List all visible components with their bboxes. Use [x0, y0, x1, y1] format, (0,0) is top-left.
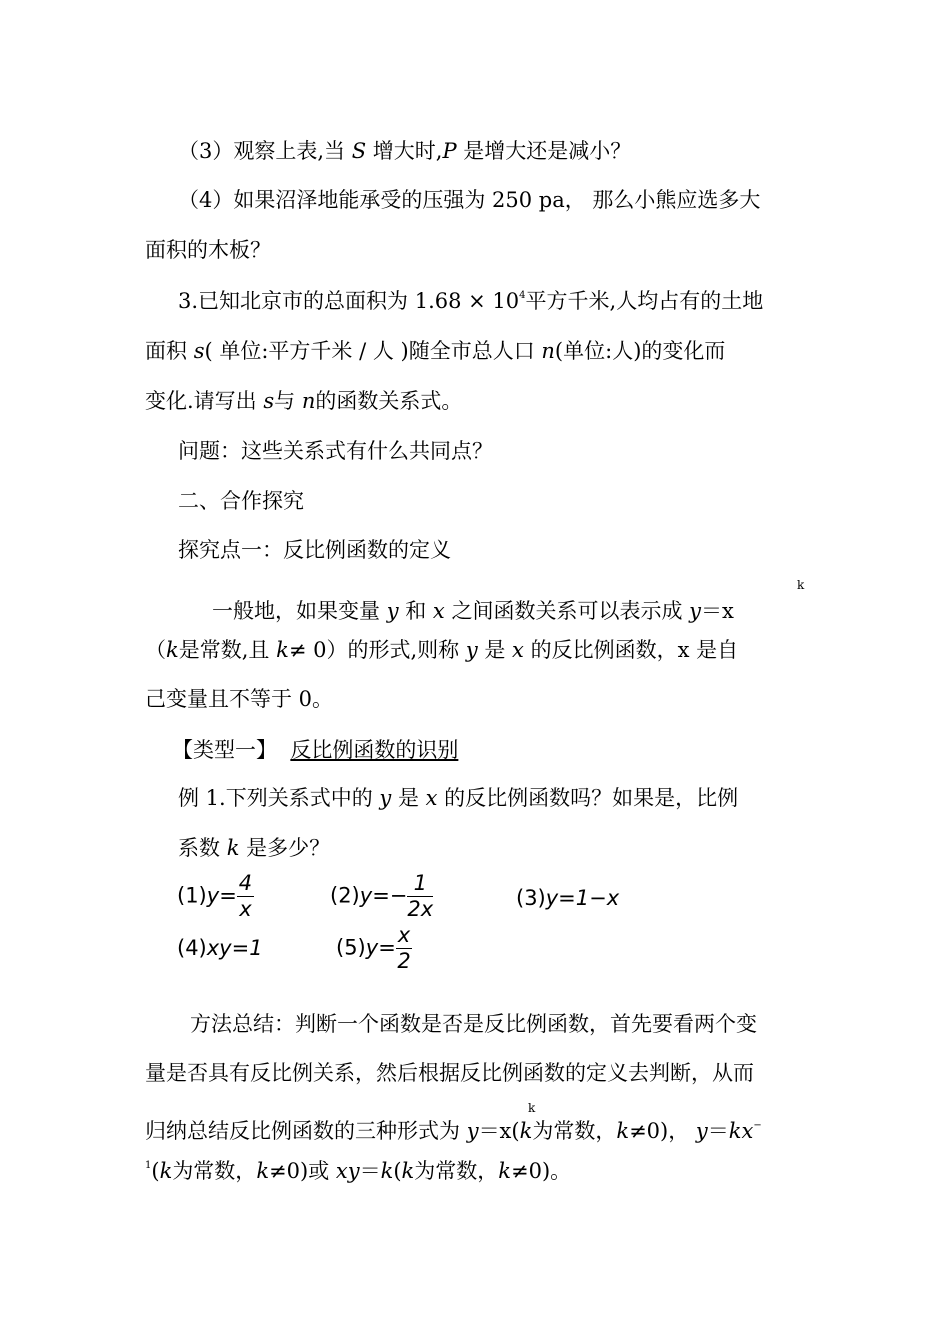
common-point-question: 问题：这些关系式有什么共同点？ [178, 439, 493, 463]
example-line1: 例 1.下列关系式中的 y 是 x 的反比例函数吗？如果是，比例 [178, 786, 739, 810]
type-label: 【类型一】 [172, 738, 277, 762]
definition-line1: 一般地，如果变量 y 和 x 之间函数关系可以表示成 y＝x [212, 599, 734, 623]
example-item-5: (5)y= $\frac{x}{2}$ [336, 923, 411, 974]
example-item-2: (2)y=− $\frac{1}{2x}$ [330, 871, 434, 922]
definition-k-numerator: k [797, 578, 805, 592]
summary-line3: 归纳总结反比例函数的三种形式为 y＝x(k为常数，k≠0)， y＝kx− [145, 1119, 762, 1143]
definition-line2: （k是常数,且 k≠ 0）的形式,则称 y 是 x 的反比例函数，x 是自 [145, 638, 739, 662]
summary-line1: 方法总结：判断一个函数是否是反比例函数，首先要看两个变 [190, 1012, 757, 1036]
example-line2: 系数 k 是多少？ [178, 836, 331, 860]
summary-k-numerator: k [528, 1101, 536, 1115]
question-4-line2: 面积的木板？ [145, 238, 271, 262]
fraction: $\frac{1}{2x}$ [407, 871, 434, 922]
explore-point-heading: 探究点一：反比例函数的定义 [178, 538, 451, 562]
fraction: $\frac{4}{x}$ [238, 871, 253, 922]
summary-line2: 量是否具有反比例关系，然后根据反比例函数的定义去判断，从而 [145, 1061, 754, 1085]
section-heading: 二、合作探究 [178, 489, 304, 513]
example-item-1: (1)y= $\frac{4}{x}$ [177, 871, 253, 922]
problem-3-line2: 面积 s( 单位:平方千米 / 人 )随全市总人口 n(单位:人)的变化而 [145, 339, 726, 363]
fraction: $\frac{x}{2}$ [397, 923, 411, 974]
problem-3-line1: 3.已知北京市的总面积为 $1.68 \times 10^4$平方千米,人均占有的土地 [178, 289, 764, 313]
example-item-4: (4)xy=1 [177, 936, 263, 960]
question-4-line1: （4）如果沼泽地能承受的压强为 250 pa， 那么小熊应选多大 [178, 188, 761, 212]
summary-line4: $^1$(k为常数，k≠0)或 xy＝k(k为常数，k≠0)。 [145, 1159, 572, 1183]
type-title: 反比例函数的识别 [290, 738, 459, 762]
type-heading [172, 740, 458, 761]
problem-3-line3: 变化.请写出 s与 n的函数关系式。 [145, 389, 463, 413]
definition-line3: 己变量且不等于 0。 [145, 687, 334, 711]
question-3: （3）观察上表,当 S 增大时,P 是增大还是减小？ [178, 139, 632, 163]
example-item-3: (3)y=1−x [516, 886, 620, 910]
